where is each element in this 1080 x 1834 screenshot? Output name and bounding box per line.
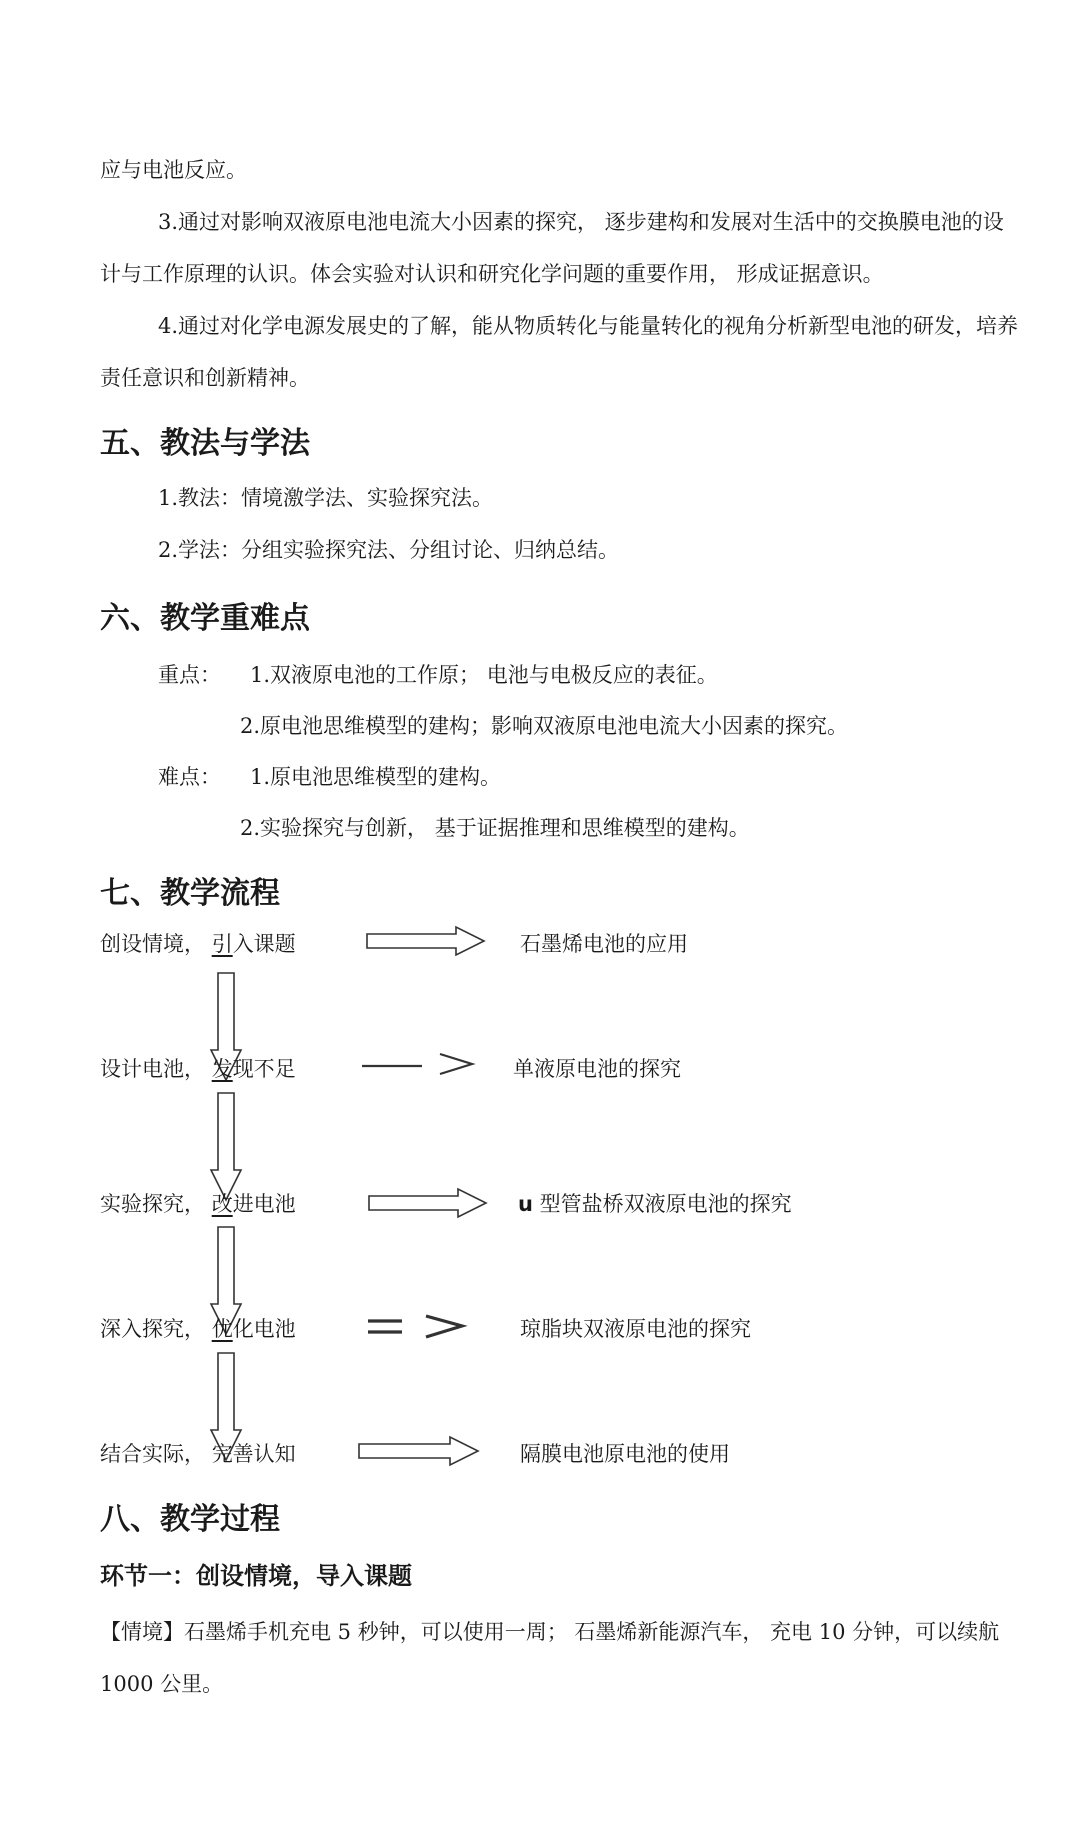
section7-title: 七、教学流程 — [100, 876, 280, 911]
intro-continuation: 应与电池反应。 — [100, 158, 247, 182]
flow-step-3-target: u 型管盐桥双液原电池的探究 — [518, 1192, 792, 1216]
right-hollow-arrow-icon — [358, 1436, 480, 1466]
section5-title: 五、教法与学法 — [100, 426, 310, 461]
objective-item-4: 4.通过对化学电源发展史的了解，能从物质转化与能量转化的视角分析新型电池的研发，培养责任意识和创新精神。 — [100, 314, 1019, 390]
difficulty-point-1: 1.原电池思维模型的建构。 — [250, 765, 502, 789]
flow-step-3-label: 实验探究， 改进电池 — [100, 1192, 296, 1216]
section5-item-1: 1.教法：情境激学法、实验探究法。 — [158, 486, 494, 510]
flow-step-2-target: 单液原电池的探究 — [513, 1057, 681, 1081]
scenario-paragraph: 【情境】石墨烯手机充电 5 秒钟，可以使用一周； 石墨烯新能源汽车， 充电 10 分钟，可以续航 1000 公里。 — [100, 1620, 1000, 1696]
flow-step-5-label: 结合实际， 完善认知 — [100, 1442, 296, 1466]
key-point-2: 2.原电池思维模型的建构；影响双液原电池电流大小因素的探究。 — [240, 714, 849, 738]
objective-item-3: 3.通过对影响双液原电池电流大小因素的探究， 逐步建构和发展对生活中的交换膜电池的设计与工作原理的认识。体会实验对认识和研究化学问题的重要作用， 形成证据意识。 — [100, 210, 1004, 286]
flow-step-1-target: 石墨烯电池的应用 — [520, 932, 688, 956]
right-hollow-arrow-icon — [368, 1188, 488, 1218]
section5-item-2: 2.学法：分组实验探究法、分组讨论、归纳总结。 — [158, 538, 620, 562]
difficulty-label: 难点： — [158, 765, 221, 789]
double-line-arrow-icon — [366, 1312, 466, 1342]
right-hollow-arrow-icon — [366, 926, 486, 956]
dash-arrow-icon — [360, 1050, 475, 1080]
flow-step-1-label: 创设情境， 引入课题 — [100, 932, 296, 956]
flow-step-5-target: 隔膜电池原电池的使用 — [520, 1442, 730, 1466]
section6-title: 六、教学重难点 — [100, 601, 310, 636]
key-point-1: 1.双液原电池的工作原； 电池与电极反应的表征。 — [250, 663, 718, 687]
difficulty-point-2: 2.实验探究与创新， 基于证据推理和思维模型的建构。 — [240, 816, 750, 840]
flow-step-2-label: 设计电池， 发现不足 — [100, 1057, 296, 1081]
flow-step-4-target: 琼脂块双液原电池的探究 — [520, 1317, 751, 1341]
key-label: 重点： — [158, 663, 221, 687]
down-hollow-arrow-icon — [210, 1092, 242, 1202]
section8-subtitle-1: 环节一：创设情境，导入课题 — [100, 1562, 412, 1590]
section8-title: 八、教学过程 — [100, 1502, 280, 1537]
flow-step-4-label: 深入探究， 优化电池 — [100, 1317, 296, 1341]
